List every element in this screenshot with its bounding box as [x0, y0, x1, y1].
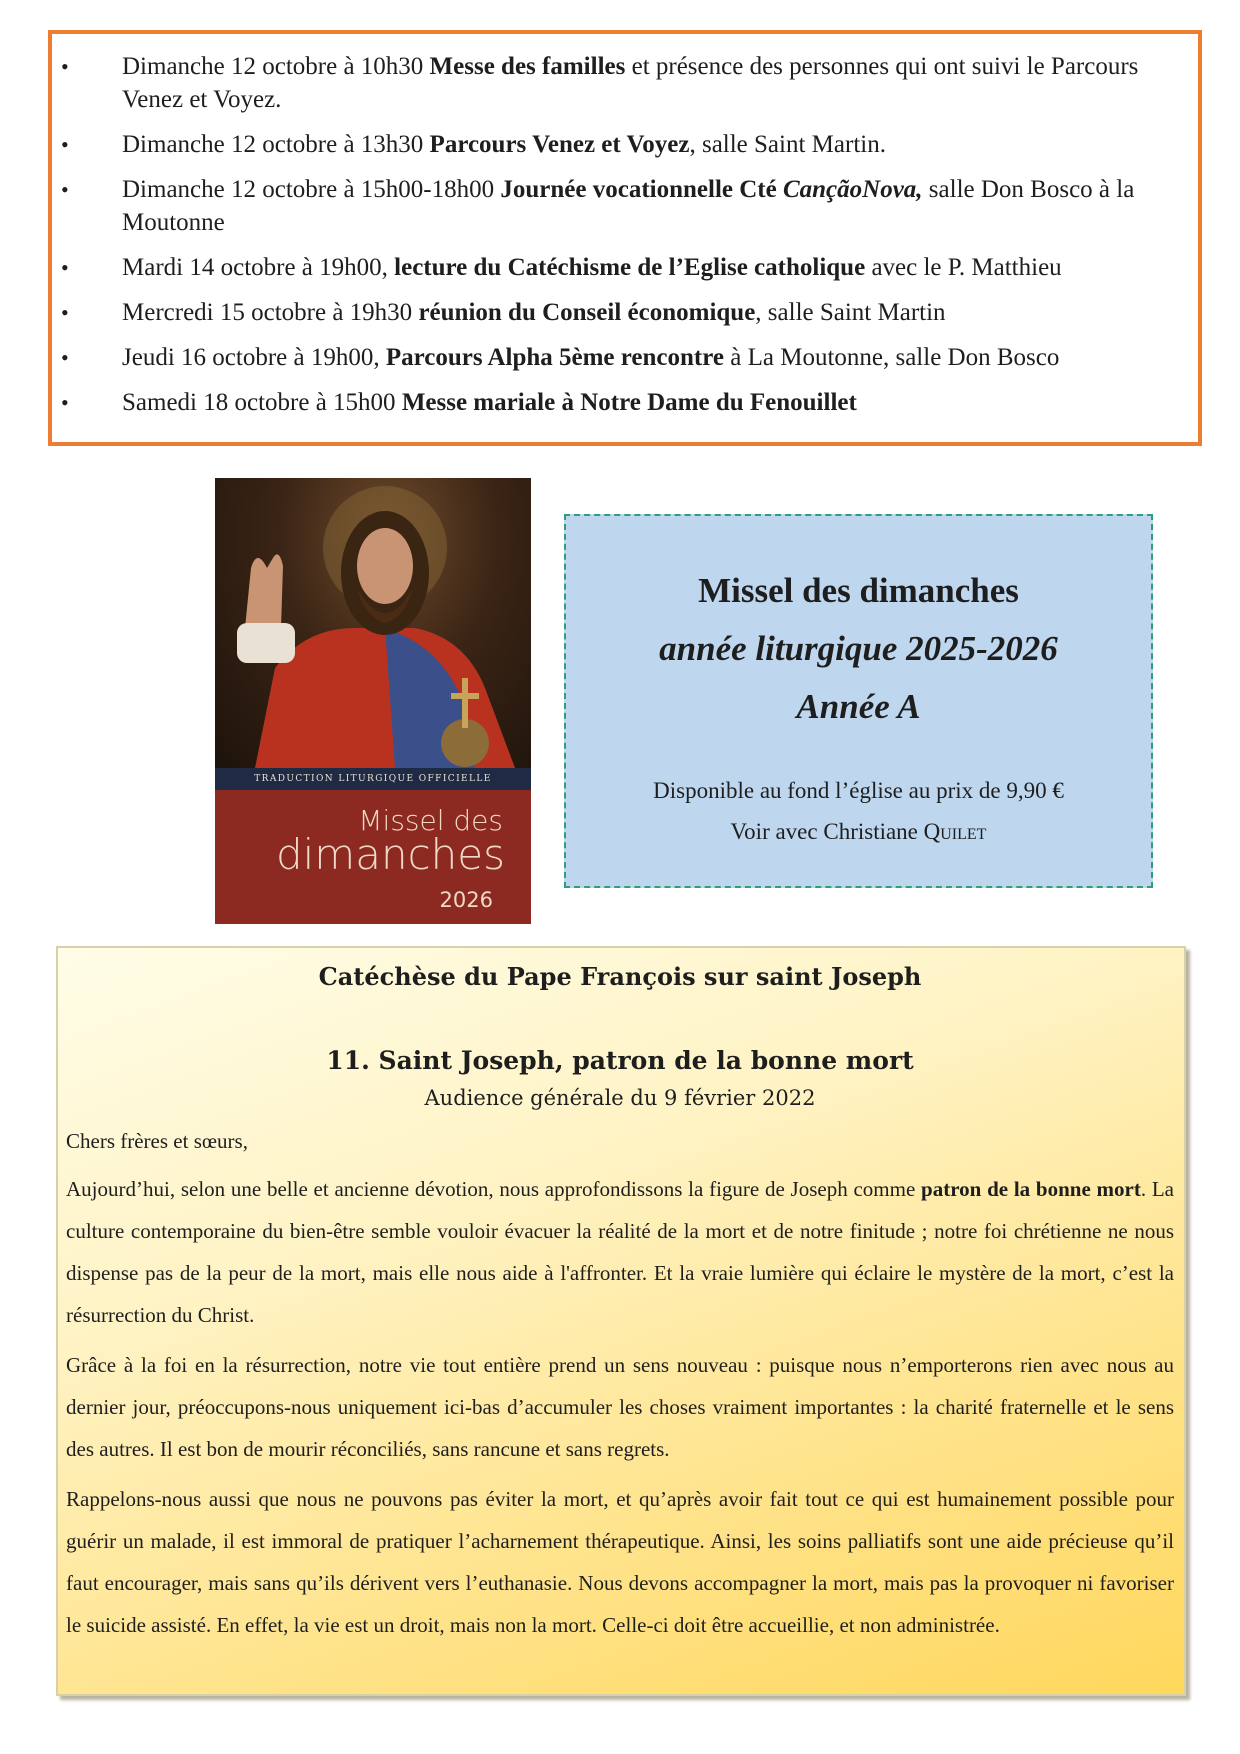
event-title: Parcours Venez et Voyez — [429, 131, 690, 158]
event-item — [52, 50, 1184, 116]
missel-availability: Disponible au fond l’église au prix de 9,90 € — [653, 778, 1064, 803]
event-community: CançãoNova, — [782, 176, 923, 203]
event-item — [52, 341, 1184, 374]
catechese-box — [56, 946, 1186, 1696]
event-detail: à La Moutonne, salle Don Bosco — [724, 344, 1060, 371]
christ-figure-icon — [215, 478, 531, 768]
event-detail: , salle Saint Martin — [755, 299, 946, 326]
event-date: Mercredi 15 octobre à 19h30 — [122, 299, 419, 326]
book-year: 2026 — [439, 888, 493, 912]
event-item — [52, 128, 1184, 161]
catechese-paragraph-2: Grâce à la foi en la résurrection, notre vie tout entière prend un sens nouveau : puisque nous n’emporterons rien avec nous au dernier jour, préoccupons-nous uniquement ici-bas d’accumuler les choses vraiment importantes : la charité fraternelle et le sens des autres. Il est bon de mourir réconciliés, sans rancune et sans regrets. — [66, 1353, 1174, 1461]
book-title-line2: dimanches — [275, 830, 505, 879]
missel-details — [566, 770, 1151, 852]
event-title: réunion du Conseil économique — [418, 299, 756, 326]
missel-contact-label: Voir avec Christiane — [730, 819, 924, 844]
bullet-icon: • — [61, 345, 69, 370]
catechese-greeting: Chers frères et sœurs, — [66, 1129, 248, 1153]
event-item — [52, 386, 1184, 419]
bullet-icon: • — [61, 54, 69, 79]
paragraph-text: Aujourd’hui, selon une belle et ancienne dévotion, nous approfondissons la figure de Joseph comme — [66, 1177, 922, 1201]
book-cover-image — [215, 478, 531, 924]
book-title-line1: Missel des — [358, 804, 503, 837]
event-date: Jeudi 16 octobre à 19h00, — [122, 344, 386, 371]
catechese-paragraph-3: Rappelons-nous aussi que nous ne pouvons pas éviter la mort, et qu’après avoir fait tout ce qui est humainement possible pour guérir un malade, il est immoral de pratiquer l’acharnement thérapeutique. Ainsi, les soins palliatifs sont une aide précieuse qu’il faut encourager, mais sans qu’ils dérivent vers l’euthanasie. Nous devons accompagner la mort, mais pas la provoquer ni favoriser le suicide assisté. En effet, la vie est un droit, mais non la mort. Celle-ci doit être accueillie, et non administrée. — [66, 1487, 1174, 1637]
event-date: Dimanche 12 octobre à 10h30 — [122, 53, 430, 80]
bullet-icon: • — [61, 177, 69, 202]
paragraph-text: . La culture contemporaine du bien-être semble vouloir évacuer la réalité de la mort et de notre finitude ; notre foi chrétienne ne nous dispense pas de la peur de la mort, mais elle nous aide à l'affronter. Et la vraie lumière qui éclaire le mystère de la mort, c’est la résurrection du Christ. — [66, 1177, 1174, 1327]
event-title: lecture du Catéchisme de l’Eglise catholique — [394, 254, 866, 281]
event-date: Mardi 14 octobre à 19h00, — [122, 254, 395, 281]
event-detail: salle Don Bosco à la Moutonne — [122, 176, 1135, 236]
event-detail: et présence des personnes qui ont suivi le Parcours Venez et Voyez. — [122, 53, 1139, 113]
event-date: Dimanche 12 octobre à 13h30 — [122, 131, 430, 158]
missel-subtitle: année liturgique 2025-2026 — [659, 629, 1058, 668]
missel-info-box — [564, 514, 1153, 888]
event-date: Samedi 18 octobre à 15h00 — [122, 389, 402, 416]
bullet-icon: • — [61, 300, 69, 325]
event-item — [52, 173, 1184, 239]
catechese-subtitle: Audience générale du 9 février 2022 — [424, 1086, 816, 1110]
event-detail: avec le P. Matthieu — [865, 254, 1062, 281]
event-title: Parcours Alpha 5ème rencontre — [385, 344, 724, 371]
event-detail: , salle Saint Martin. — [689, 131, 886, 158]
event-item — [52, 296, 1184, 329]
missel-year-label: Année A — [796, 687, 921, 726]
paragraph-emphasis: patron de la bonne mort — [921, 1177, 1141, 1201]
event-title: Messe mariale à Notre Dame du Fenouillet — [401, 389, 857, 416]
book-title-panel — [215, 790, 531, 924]
event-title: Journée vocationnelle Cté — [500, 176, 783, 203]
missel-contact — [566, 811, 1151, 852]
book-strip-label: TRADUCTION LITURGIQUE OFFICIELLE — [215, 768, 531, 790]
events-list — [52, 50, 1184, 419]
bullet-icon: • — [61, 255, 69, 280]
missel-title: Missel des dimanches — [698, 571, 1019, 610]
event-date: Dimanche 12 octobre à 15h00-18h00 — [122, 176, 501, 203]
events-box — [48, 30, 1202, 446]
christ-painting-image — [215, 478, 531, 768]
catechese-paragraph-1 — [66, 1168, 1174, 1336]
event-item — [52, 251, 1184, 284]
bullet-icon: • — [61, 132, 69, 157]
missel-contact-name: Quilet — [923, 819, 987, 844]
bullet-icon: • — [61, 390, 69, 415]
event-title: Messe des familles — [429, 53, 626, 80]
catechese-heading: Catéchèse du Pape François sur saint Joseph — [318, 962, 922, 991]
catechese-title: 11. Saint Joseph, patron de la bonne mort — [326, 1046, 914, 1075]
